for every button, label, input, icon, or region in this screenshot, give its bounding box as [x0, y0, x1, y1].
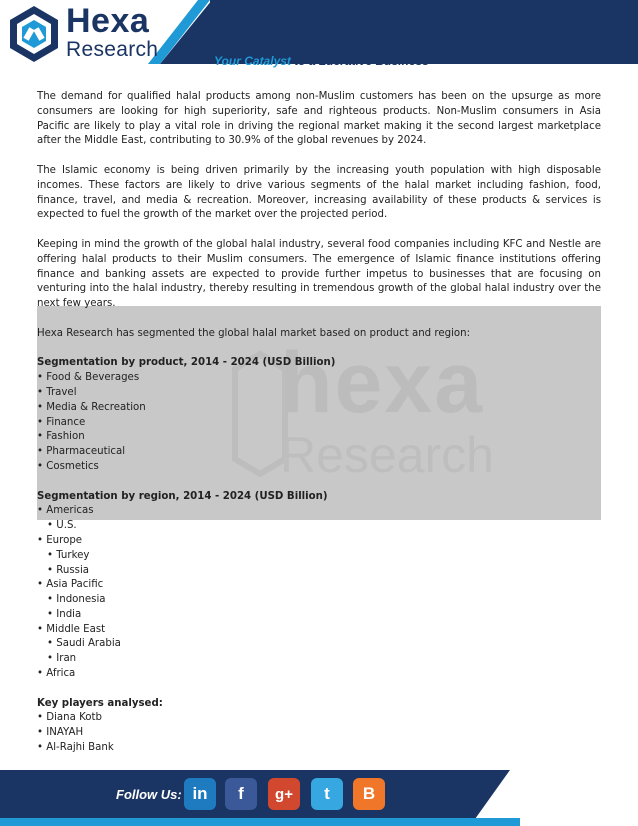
header-wedge — [160, 0, 212, 64]
list-item: • Russia — [47, 564, 90, 576]
paragraph-1: The demand for qualified halal products among non-Muslim customers has been on the upsurge as more consumers are looking for high superiority, safe and righteous products. Non-Muslim consumers in Asia Pacific are likely to play a vital role in driving the regional market making it the second largest marketplace after the Middle East, contributing to 30.9% of the global revenues by 2024. — [37, 91, 601, 147]
key-players-title: Key players analysed: — [37, 697, 163, 709]
brand-name: Hexa — [66, 2, 150, 40]
list-item: • U.S. — [47, 520, 77, 532]
blogger-icon[interactable]: B — [353, 778, 385, 810]
brand-subtitle: Research — [66, 38, 159, 61]
footer-accent-stripe — [0, 818, 520, 826]
google-plus-icon[interactable]: g+ — [268, 778, 300, 810]
list-item: • Finance — [37, 416, 86, 428]
page-header — [0, 0, 638, 78]
list-item: • Iran — [47, 653, 77, 665]
list-item: • Middle East — [37, 623, 106, 635]
facebook-icon[interactable]: f — [225, 778, 257, 810]
twitter-icon[interactable]: t — [311, 778, 343, 810]
list-item: • Travel — [37, 386, 77, 398]
tagline-accent: Your Catalyst — [214, 54, 291, 68]
list-item: • Media & Recreation — [37, 401, 146, 413]
paragraph-4: Hexa Research has segmented the global halal market based on product and region: — [37, 327, 471, 339]
list-item: • Al-Rajhi Bank — [37, 742, 114, 754]
tagline-rest: to a Lucrative Business — [290, 54, 429, 68]
list-item: • Asia Pacific — [37, 579, 104, 591]
product-segment-title: Segmentation by product, 2014 - 2024 (USD Billion) — [37, 357, 336, 369]
list-item: • Turkey — [47, 549, 90, 561]
follow-us-label: Follow Us: — [116, 787, 182, 802]
list-item: • India — [47, 608, 82, 620]
list-item: • Fashion — [37, 431, 85, 443]
region-segment-list — [37, 504, 601, 682]
list-item: • INAYAH — [37, 727, 84, 739]
list-item: • Africa — [37, 668, 76, 680]
list-item: • Food & Beverages — [37, 372, 140, 384]
list-item: • Europe — [37, 534, 83, 546]
paragraph-3: Keeping in mind the growth of the global halal industry, several food companies including KFC and Nestle are offering halal products to their Muslim consumers. The emergence of Islamic finance institutions offering finance and banking assets are expected to provide further impetus to businesses that are focusing on venturing into the halal industry, thereby resulting in tremendous growth of the global halal industry over the next few years. — [37, 238, 601, 310]
list-item: • Saudi Arabia — [47, 638, 121, 650]
hexa-logo-icon — [4, 4, 64, 64]
list-item: • Pharmaceutical — [37, 446, 126, 458]
list-item: • Indonesia — [47, 594, 106, 606]
document-body — [37, 90, 601, 756]
list-item: • Cosmetics — [37, 460, 99, 472]
watermark-research: Research — [280, 427, 494, 483]
key-players-list — [37, 711, 601, 755]
product-segment-list — [37, 371, 601, 475]
tagline — [214, 54, 429, 68]
watermark-hexa: hexa — [280, 335, 485, 431]
paragraph-2: The Islamic economy is being driven primarily by the increasing youth population with high disposable incomes. These factors are likely to drive various segments of the halal market including fashion, food, finance, travel, and media & recreation. Moreover, increasing availability of these products & services is expected to fuel the growth of the market over the projected period. — [37, 164, 601, 221]
page-footer — [0, 770, 638, 826]
list-item: • Diana Kotb — [37, 712, 102, 724]
linkedin-icon[interactable]: in — [184, 778, 216, 810]
list-item: • Americas — [37, 505, 94, 517]
region-segment-title: Segmentation by region, 2014 - 2024 (USD Billion) — [37, 490, 328, 502]
